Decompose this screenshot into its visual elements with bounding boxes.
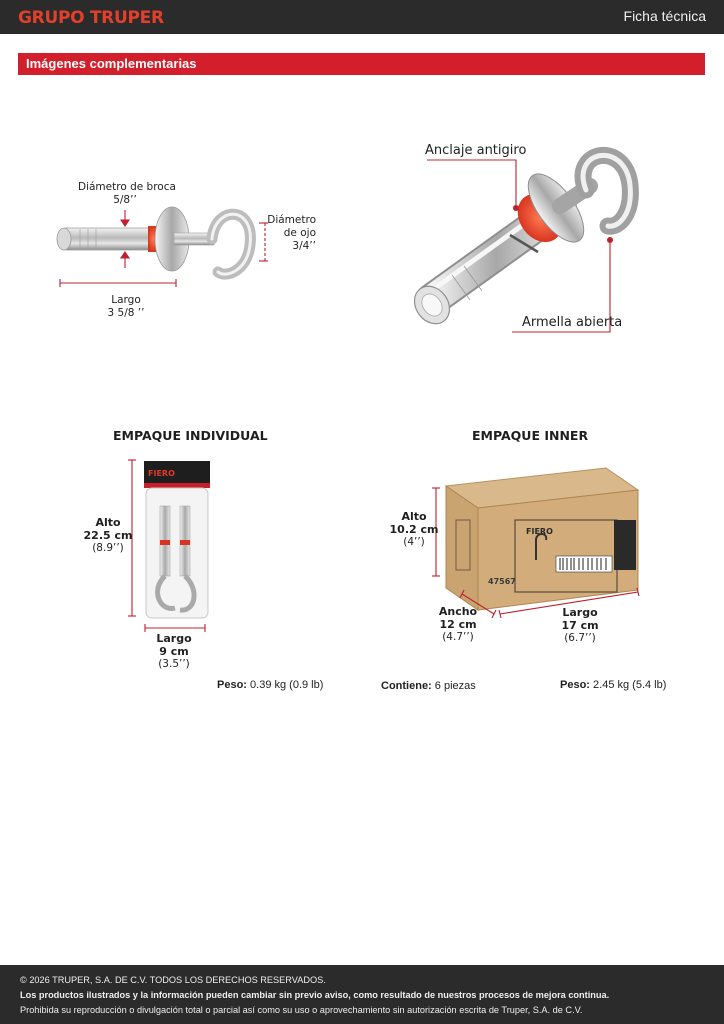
footer-notice: Los productos ilustrados y la información pueden cambiar sin previo aviso, como resultado de nuestros procesos de mejora continua. xyxy=(20,990,610,1000)
pack-brand-text: FIERO xyxy=(148,469,175,478)
document-type: Ficha técnica xyxy=(623,8,706,24)
inner-length-label: Largo 17 cm (6.7’’) xyxy=(561,606,599,644)
brand-logo: GRUPO TRUPER xyxy=(18,8,164,28)
footer xyxy=(0,965,724,1024)
individual-weight: Peso: 0.39 kg (0.9 lb) xyxy=(217,679,324,691)
callout-anchor-label: Anclaje antigiro xyxy=(425,143,527,158)
inner-height-label: Alto 10.2 cm (4’’) xyxy=(389,510,439,548)
box-brand-text: FIERO xyxy=(526,527,553,536)
callout-eye-label: Armella abierta xyxy=(522,315,623,330)
footer-copyright: © 2026 TRUPER, S.A. DE C.V. TODOS LOS DERECHOS RESERVADOS. xyxy=(20,975,326,985)
inner-width-label: Ancho 12 cm (4.7’’) xyxy=(438,605,478,643)
individual-package-heading: EMPAQUE INDIVIDUAL xyxy=(113,428,268,443)
inner-contents: Contiene: 6 piezas xyxy=(381,680,476,692)
inner-package-heading: EMPAQUE INNER xyxy=(472,428,589,443)
individual-length-label: Largo 9 cm (3.5’’) xyxy=(156,632,192,670)
section-title: Imágenes complementarias xyxy=(26,56,197,71)
individual-height-label: Alto 22.5 cm (8.9’’) xyxy=(83,516,133,554)
cardboard-box-image xyxy=(446,468,638,610)
box-code-text: 47567 xyxy=(488,577,516,586)
drill-diameter-label: Diámetro de broca 5/8’’ xyxy=(78,181,176,206)
anchor-length-label: Largo 3 5/8 ’’ xyxy=(107,294,145,319)
inner-weight: Peso: 2.45 kg (5.4 lb) xyxy=(560,679,667,691)
eye-diameter-label: Diámetro de ojo 3/4’’ xyxy=(267,214,316,252)
footer-restriction: Prohibida su reproducción o divulgación total o parcial así como su uso o aprovechamiento sin autorización escrita de Truper, S.A. de C.V. xyxy=(20,1005,583,1015)
